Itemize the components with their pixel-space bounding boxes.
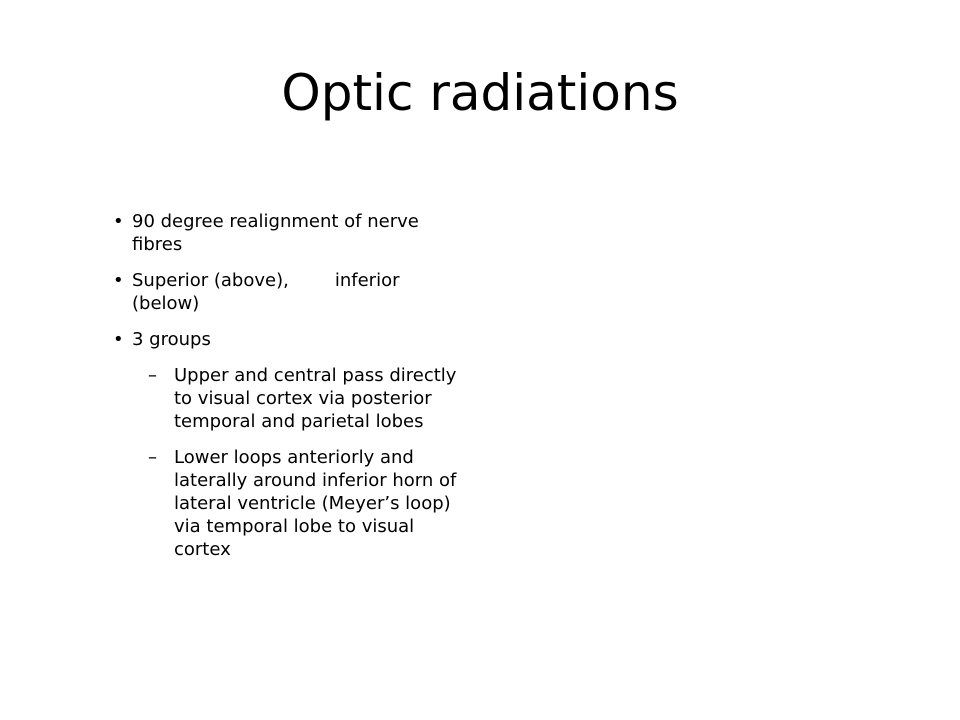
bullet-text-superior: Superior (above),	[132, 270, 289, 291]
bullet-text: 3 groups	[132, 329, 211, 350]
bullet-item-groups	[112, 328, 472, 351]
sub-bullet-text: Lower loops anteriorly and laterally around inferior horn of lateral ventricle (Meyer’s loop) via temporal lobe to visual cortex	[174, 447, 457, 560]
sub-bullet-lower-loops	[112, 446, 464, 561]
bullet-dot-icon: •	[113, 329, 124, 350]
dash-icon: –	[148, 365, 157, 386]
sub-bullet-text: Upper and central pass directly to visual cortex via posterior temporal and parietal lobes	[174, 365, 457, 432]
bullet-item-realignment	[112, 210, 472, 256]
bullet-dot-icon: •	[113, 211, 124, 232]
bullet-text-inferior: inferior (below)	[132, 270, 400, 314]
bullet-list	[112, 210, 472, 574]
sub-bullet-upper-central	[112, 364, 464, 433]
bullet-dot-icon: •	[113, 270, 124, 291]
bullet-item-superior-inferior	[112, 269, 472, 315]
bullet-text: 90 degree realignment of nerve fibres	[132, 211, 419, 255]
dash-icon: –	[148, 447, 157, 468]
slide-title: Optic radiations	[281, 64, 679, 122]
